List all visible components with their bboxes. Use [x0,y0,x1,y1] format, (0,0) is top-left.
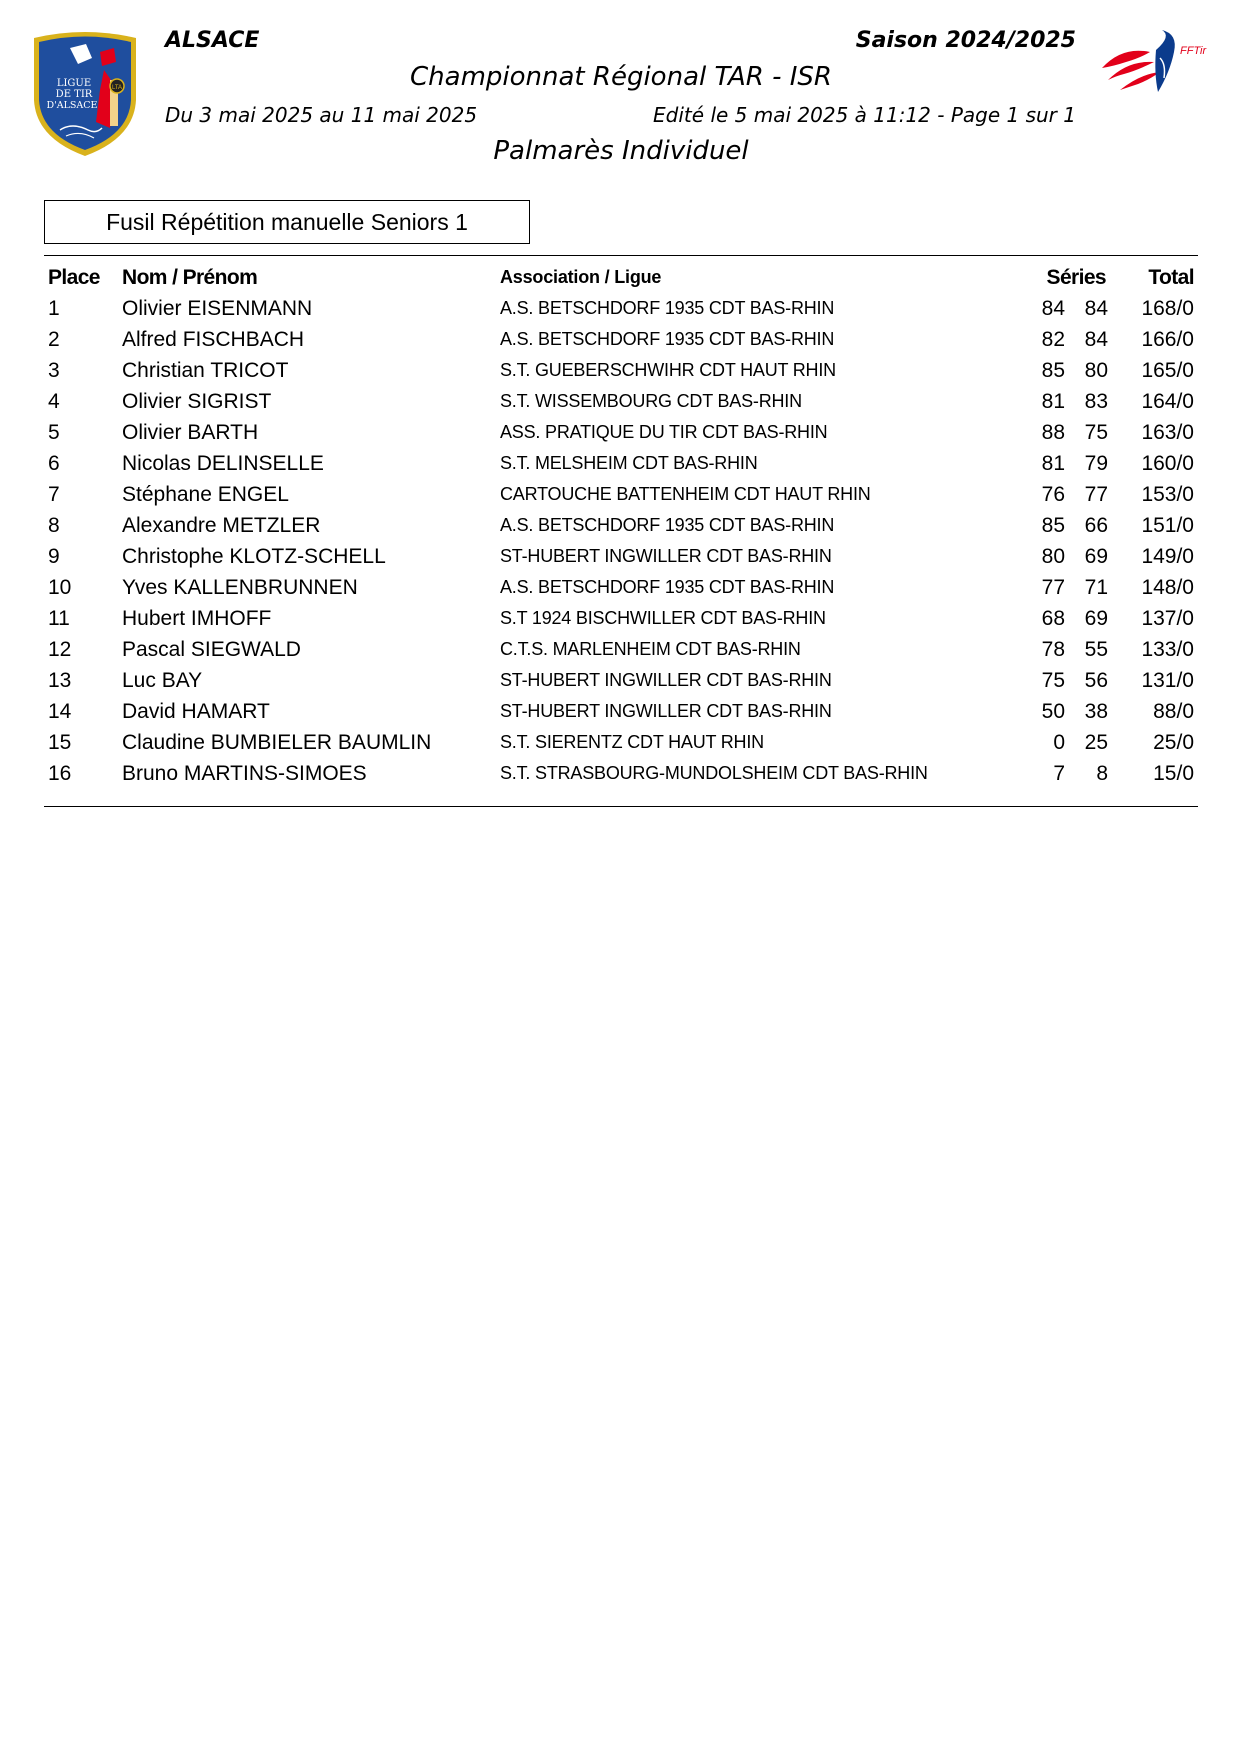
cell-series-2: 77 [1084,482,1108,506]
cell-name: Nicolas DELINSELLE [122,451,324,475]
cell-name: David HAMART [122,699,270,723]
cell-name: Olivier SIGRIST [122,389,272,413]
logo-line-3: D'ALSACE [46,100,98,111]
cell-total: 25/0 [1153,730,1194,754]
cell-place: 4 [48,389,60,413]
cell-series-1: 85 [1041,358,1065,382]
cell-name: Alfred FISCHBACH [122,327,305,351]
table-row [44,448,1198,479]
cell-association: S.T. SIERENTZ CDT HAUT RHIN [500,732,764,752]
cell-series-2: 66 [1084,513,1108,537]
cell-place: 6 [48,451,60,475]
cell-series-2: 75 [1084,420,1108,444]
cell-total: 164/0 [1141,389,1194,413]
cell-association: ST-HUBERT INGWILLER CDT BAS-RHIN [500,701,832,721]
cell-place: 1 [48,296,60,320]
table-top-divider [44,255,1198,256]
cell-association: ST-HUBERT INGWILLER CDT BAS-RHIN [500,670,832,690]
table-bottom-divider [44,806,1198,807]
logo-badge-text: LTA [111,85,123,91]
cell-name: Claudine BUMBIELER BAUMLIN [122,730,432,754]
table-row [44,603,1198,634]
cell-place: 5 [48,420,60,444]
cell-place: 3 [48,358,60,382]
cell-series-2: 80 [1084,358,1108,382]
cell-place: 13 [48,668,72,692]
cell-place: 11 [48,606,70,630]
cell-series-1: 77 [1041,575,1065,599]
table-row [44,417,1198,448]
cell-total: 15/0 [1153,761,1194,785]
cell-series-1: 82 [1041,327,1065,351]
cell-association: S.T 1924 BISCHWILLER CDT BAS-RHIN [500,608,826,628]
cell-name: Christophe KLOTZ-SCHELL [122,544,386,568]
cell-place: 8 [48,513,60,537]
cell-series-2: 83 [1084,389,1108,413]
cell-total: 153/0 [1141,482,1194,506]
cell-association: A.S. BETSCHDORF 1935 CDT BAS-RHIN [500,515,835,535]
cell-total: 163/0 [1141,420,1194,444]
cell-association: S.T. MELSHEIM CDT BAS-RHIN [500,453,758,473]
table-row [44,293,1198,324]
cell-series-2: 8 [1096,761,1108,785]
cell-total: 168/0 [1141,296,1194,320]
cell-place: 12 [48,637,72,661]
cell-place: 9 [48,544,60,568]
cell-association: ASS. PRATIQUE DU TIR CDT BAS-RHIN [500,422,828,442]
cell-name: Christian TRICOT [122,358,289,382]
cell-association: A.S. BETSCHDORF 1935 CDT BAS-RHIN [500,298,835,318]
cell-name: Bruno MARTINS-SIMOES [122,761,367,785]
cell-series-1: 80 [1041,544,1065,568]
cell-series-1: 68 [1041,606,1065,630]
cell-total: 151/0 [1141,513,1194,537]
cell-place: 10 [48,575,72,599]
cell-total: 137/0 [1141,606,1194,630]
table-row [44,634,1198,665]
cell-series-2: 69 [1084,544,1108,568]
table-row [44,665,1198,696]
cell-series-1: 75 [1041,668,1065,692]
cell-series-2: 69 [1084,606,1108,630]
cell-total: 149/0 [1141,544,1194,568]
cell-series-1: 81 [1041,389,1065,413]
season-label: Saison 2024/2025 [855,28,1076,53]
cell-series-1: 7 [1053,761,1065,785]
cell-series-2: 38 [1084,699,1108,723]
edition-info: Edité le 5 mai 2025 à 11:12 - Page 1 sur 1 [653,103,1076,127]
table-row [44,758,1198,789]
date-range: Du 3 mai 2025 au 11 mai 2025 [165,103,478,127]
logo-line-2: DE TIR [55,89,93,100]
cell-association: S.T. STRASBOURG-MUNDOLSHEIM CDT BAS-RHIN [500,763,928,783]
cell-association: S.T. WISSEMBOURG CDT BAS-RHIN [500,391,802,411]
cell-place: 15 [48,730,72,754]
cell-association: S.T. GUEBERSCHWIHR CDT HAUT RHIN [500,360,836,380]
cell-total: 160/0 [1141,451,1194,475]
header-association: Association / Ligue [500,267,662,287]
header-series: Séries [1046,265,1106,289]
cell-name: Olivier BARTH [122,420,259,444]
table-row [44,355,1198,386]
cell-name: Yves KALLENBRUNNEN [122,575,358,599]
cell-place: 16 [48,761,72,785]
cell-name: Hubert IMHOFF [122,606,272,630]
table-row [44,479,1198,510]
cell-series-2: 25 [1084,730,1108,754]
fftir-logo-text: FFTir [1180,45,1207,57]
table-row [44,510,1198,541]
document-subtitle: Palmarès Individuel [493,136,749,166]
cell-total: 133/0 [1141,637,1194,661]
logo-line-1: LIGUE [56,78,92,89]
header-place: Place [48,265,100,289]
header-name: Nom / Prénom [122,265,258,289]
region-label: ALSACE [165,28,260,53]
cell-association: A.S. BETSCHDORF 1935 CDT BAS-RHIN [500,329,835,349]
table-row [44,727,1198,758]
table-row [44,541,1198,572]
cell-place: 2 [48,327,60,351]
cell-association: A.S. BETSCHDORF 1935 CDT BAS-RHIN [500,577,835,597]
cell-association: CARTOUCHE BATTENHEIM CDT HAUT RHIN [500,484,871,504]
cell-series-1: 88 [1041,420,1065,444]
table-row [44,572,1198,603]
cell-series-1: 0 [1053,730,1065,754]
cell-name: Alexandre METZLER [122,513,321,537]
cell-series-1: 50 [1041,699,1065,723]
cell-series-1: 76 [1041,482,1065,506]
cell-series-2: 71 [1084,575,1108,599]
cell-series-2: 84 [1084,327,1108,351]
table-header-row [44,262,1198,293]
results-table [44,262,1198,789]
cell-total: 88/0 [1153,699,1194,723]
cell-series-1: 84 [1041,296,1065,320]
cell-series-2: 84 [1084,296,1108,320]
cell-total: 131/0 [1141,668,1194,692]
cell-total: 166/0 [1141,327,1194,351]
cell-series-2: 79 [1084,451,1108,475]
table-row [44,324,1198,355]
cell-series-2: 55 [1084,637,1108,661]
cell-name: Luc BAY [122,668,203,692]
table-row [44,696,1198,727]
cell-association: ST-HUBERT INGWILLER CDT BAS-RHIN [500,546,832,566]
category-title: Fusil Répétition manuelle Seniors 1 [44,200,530,244]
table-row [44,386,1198,417]
cell-series-2: 56 [1084,668,1108,692]
championship-title: Championnat Régional TAR - ISR [410,62,832,92]
cell-name: Stéphane ENGEL [122,482,289,506]
cell-series-1: 85 [1041,513,1065,537]
cell-total: 148/0 [1141,575,1194,599]
cell-name: Pascal SIEGWALD [122,637,301,661]
cell-series-1: 81 [1041,451,1065,475]
cell-place: 14 [48,699,72,723]
cell-series-1: 78 [1041,637,1065,661]
header-total: Total [1148,265,1194,289]
cell-name: Olivier EISENMANN [122,296,313,320]
cell-total: 165/0 [1141,358,1194,382]
cell-association: C.T.S. MARLENHEIM CDT BAS-RHIN [500,639,801,659]
cell-place: 7 [48,482,60,506]
